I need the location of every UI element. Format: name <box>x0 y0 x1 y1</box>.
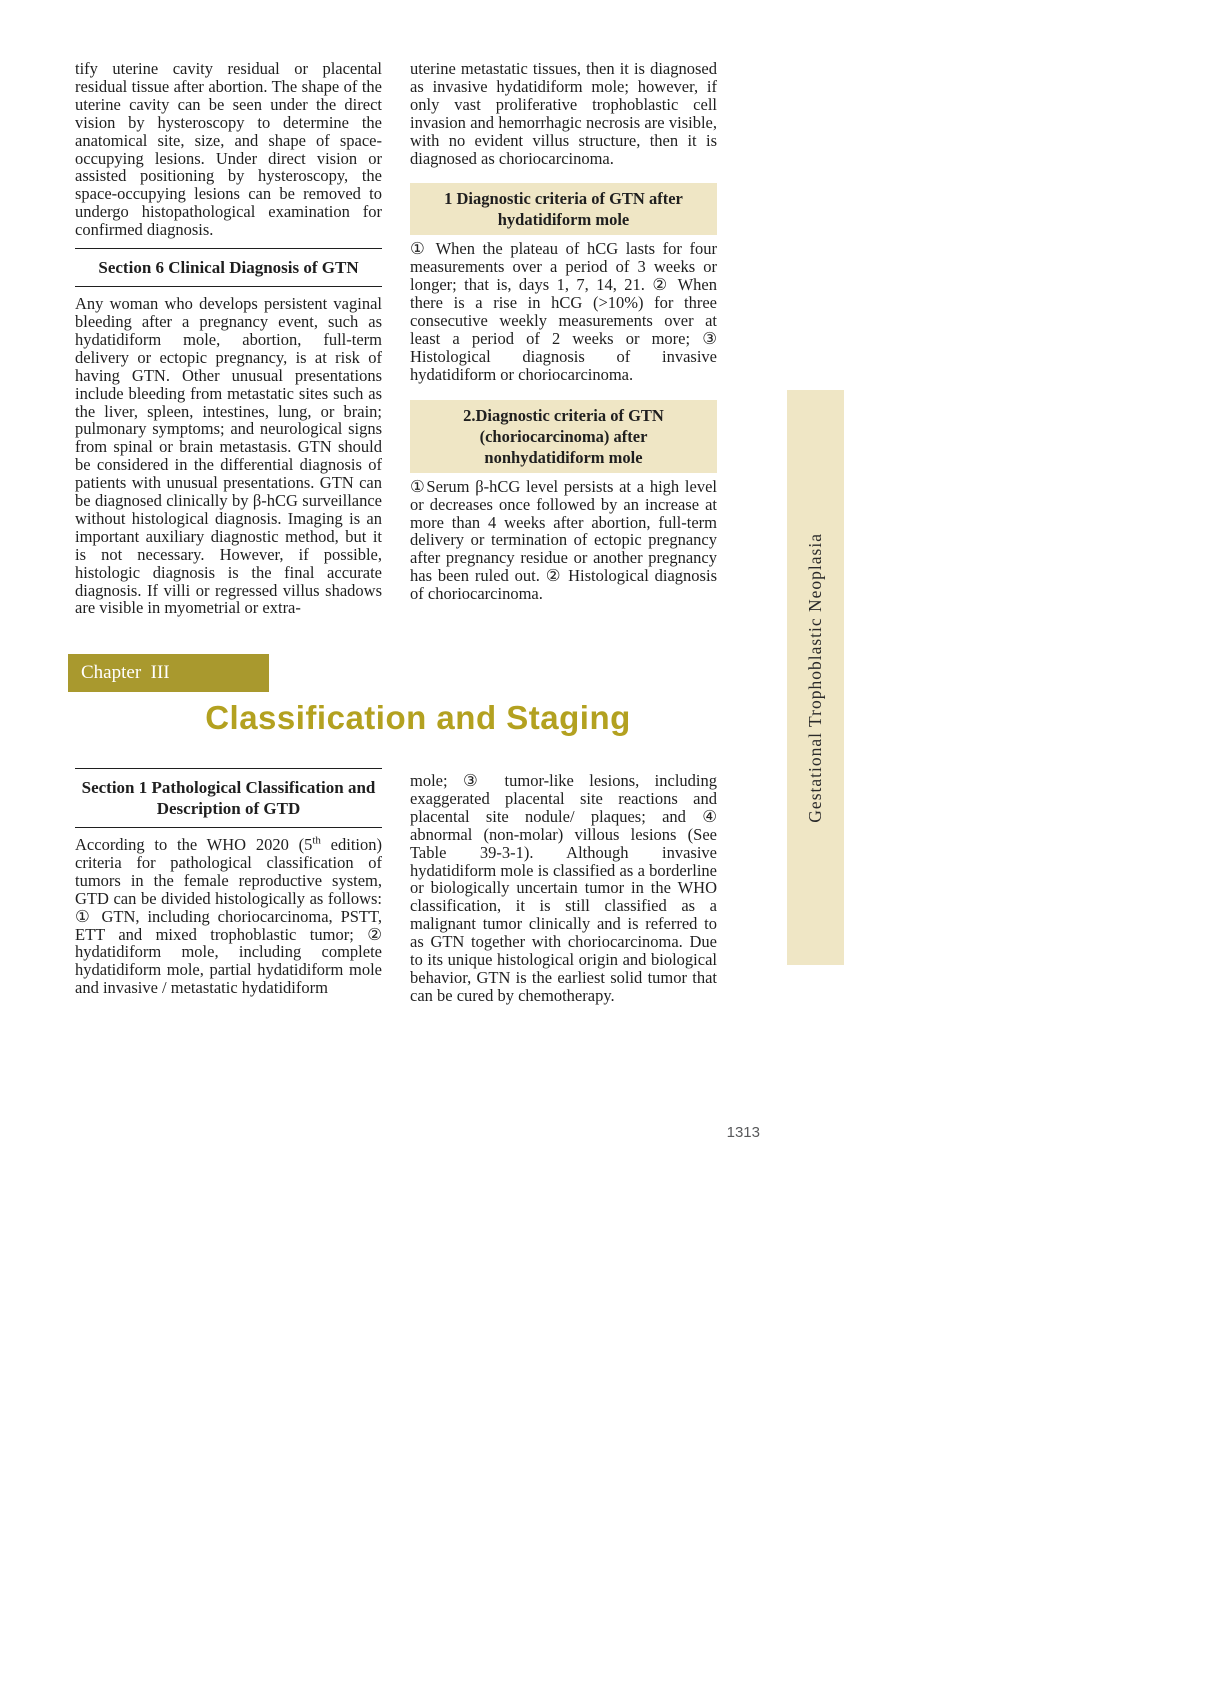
page-number: 1313 <box>726 1124 760 1141</box>
sidebar-tab-label: Gestational Trophoblastic Neoplasia <box>805 532 825 823</box>
paragraph-who-pre: According to the WHO 2020 (5 <box>75 835 313 854</box>
bottom-left-column <box>75 768 382 997</box>
criteria-box-1: 1 Diagnostic criteria of GTN after hydatidiform mole <box>410 183 717 235</box>
paragraph-uterine-metastatic: uterine metastatic tissues, then it is diagnosed as invasive hydatidiform mole; however, if only vast proliferative trophoblastic cell invasion and hemorrhagic necrosis are visible, with no evident villus structure, then it is diagnosed as choriocarcinoma. <box>410 59 717 168</box>
paragraph-clinical-diagnosis: Any woman who develops persistent vaginal bleeding after a pregnancy event, such as hydatidiform mole, abortion, full-term delivery or ectopic pregnancy, is at risk of having GTN. Other unusual presentations include bleeding from metastatic sites such as the liver, spleen, intestines, lung, or brain; pulmonary symptoms; and neurological signs from spinal or brain metastasis. GTN should be considered in the differential diagnosis of patients with unusual presentations. GTN can be diagnosed clinically by β-hCG surveillance without histological diagnosis. Imaging is an important auxiliary diagnostic method, but it is not necessary. However, if possible, histologic diagnosis is the final accurate diagnosis. If villi or regressed villus shadows are visible in myometrial or extra- <box>75 294 382 618</box>
paragraph-who-classification <box>75 836 382 997</box>
top-right-column <box>410 60 717 603</box>
paragraph-criteria-2: ①Serum β-hCG level persists at a high level or decreases once followed by an increase at more than 4 weeks after abortion, full-term delivery or termination of ectopic pregnancy after pregnancy residue or another pregnancy has been ruled out. ② Histological diagnosis of choriocarcinoma. <box>410 476 717 604</box>
ordinal-superscript: th <box>312 834 321 847</box>
paragraph-tumor-like-lesions: mole; ③ tumor-like lesions, including exaggerated placental site reactions and placental site nodule/ plaques; and ④ abnormal (non-molar) villous lesions (See Table 39-3-1). Although invasive hydatidiform mole is classified as a borderline or biologically uncertain tumor in the WHO classification, it is still classified as a malignant tumor clinically and is referred to as GTN together with choriocarcinoma. Due to its unique histological origin and biological behavior, GTN is the earliest solid tumor that can be cured by chemotherapy. <box>410 771 717 1005</box>
paragraph-criteria-1: ① When the plateau of hCG lasts for four measurements over a period of 3 weeks or longer; that is, days 1, 7, 14, 21. ② When there is a rise in hCG (>10%) for three consecutive weekly measurements over at least a period of 2 weeks or more; ③ Histological diagnosis of invasive hydatidiform or choriocarcinoma. <box>410 239 717 384</box>
chapter-label-box: Chapter III <box>68 654 269 692</box>
section-1-heading: Section 1 Pathological Classification and Description of GTD <box>75 768 382 828</box>
criteria-box-2: 2.Diagnostic criteria of GTN (choriocarcinoma) after nonhydatidiform mole <box>410 400 717 473</box>
sidebar-tab <box>787 390 844 965</box>
bottom-right-column <box>410 772 717 1005</box>
top-left-column <box>75 60 382 617</box>
chapter-title: Classification and Staging <box>205 699 631 736</box>
paragraph-continuation: tify uterine cavity residual or placental residual tissue after abortion. The shape of the uterine cavity can be seen under the direct vision by hysteroscopy to determine the anatomical site, size, and shape of space-occupying lesions. Under direct vision or assisted positioning by hysteroscopy, the space-occupying lesions can be removed to undergo histopathological examination for confirmed diagnosis. <box>75 59 382 240</box>
section-6-heading: Section 6 Clinical Diagnosis of GTN <box>75 248 382 287</box>
paragraph-who-post: edition) criteria for pathological classification of tumors in the female reproductive system, GTD can be divided histologically as follows: ① GTN, including choriocarcinoma, PSTT, ETT and mixed trophoblastic tumor; ② hydatidiform mole, including complete hydatidiform mole, partial hydatidiform mole and invasive / metastatic hydatidiform <box>75 835 382 998</box>
